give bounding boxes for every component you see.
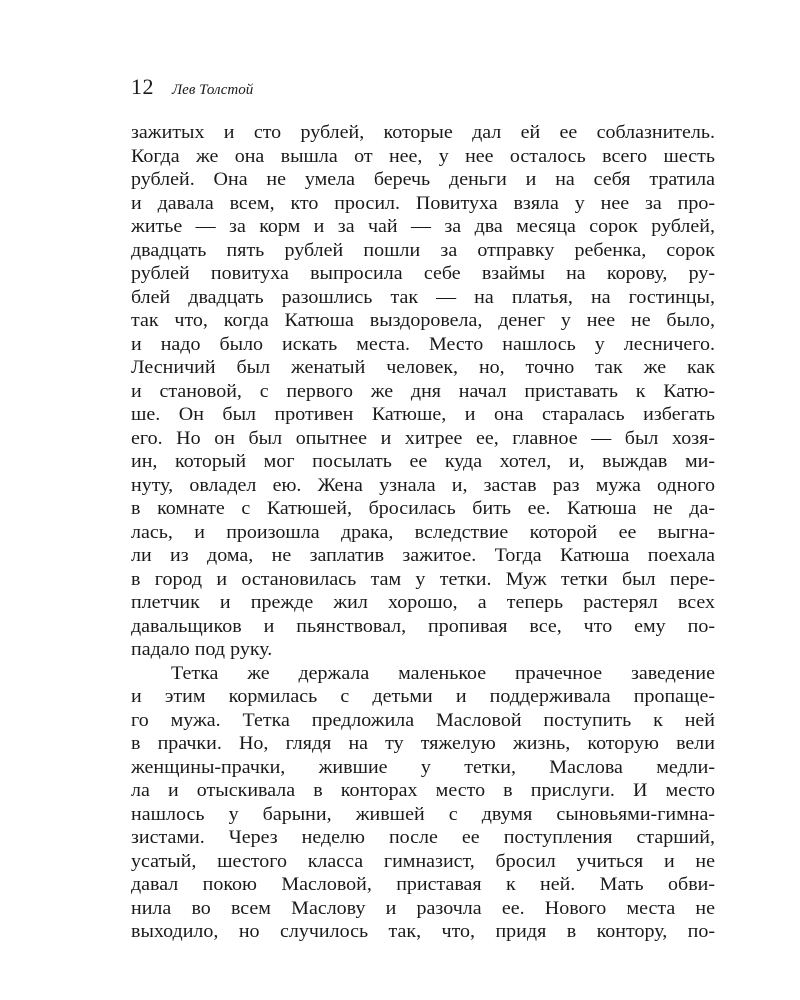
text-line: ла и отыскивала в конторах место в прислуги. И место <box>131 779 715 801</box>
text-line: в прачки. Но, глядя на ту тяжелую жизнь, которую вели <box>131 732 715 754</box>
text-line: давальщиков и пьянствовал, пропивая все, что ему по- <box>131 614 715 637</box>
text-line: женщины-прачки, жившие у тетки, Маслова медли- <box>131 755 715 778</box>
text-line: нашлось у барыни, жившей с двумя сыновьями-гимна- <box>131 802 715 825</box>
text-line: зистами. Через неделю после ее поступления старший, <box>131 826 715 848</box>
text-line: лась, и произошла драка, вследствие которой ее выгна- <box>131 520 715 543</box>
text-line: ше. Он был противен Катюше, и она старалась избегать <box>131 403 715 425</box>
text-line: и давала всем, кто просил. Повитуха взяла у нее за про- <box>131 191 715 214</box>
text-line: рублей повитуха выпросила себе взаймы на корову, ру- <box>131 262 715 284</box>
text-line: давал покою Масловой, приставая к ней. Мать обви- <box>131 873 715 895</box>
text-line: усатый, шестого класса гимназист, бросил учиться и не <box>131 849 715 872</box>
text-line: в город и остановилась там у тетки. Муж тетки был пере- <box>131 567 715 590</box>
text-line: и этим кормилась с детьми и поддерживала пропаще- <box>131 685 715 707</box>
text-line: го мужа. Тетка предложила Масловой поступить к ней <box>131 708 715 731</box>
paragraph <box>131 662 715 944</box>
text-line: нила во всем Маслову и разочла ее. Нового места не <box>131 896 715 919</box>
text-line: падало под руку. <box>131 638 273 660</box>
text-line: рублей. Она не умела беречь деньги и на себя тратила <box>131 168 715 190</box>
body-text <box>131 121 715 944</box>
running-head <box>131 74 253 104</box>
text-line: в комнате с Катюшей, бросилась бить ее. Катюша не да- <box>131 497 715 519</box>
text-line: его. Но он был опытнее и хитрее ее, главное — был хозя- <box>131 426 715 449</box>
text-line: плетчик и прежде жил хорошо, а теперь растерял всех <box>131 591 715 613</box>
text-line: ли из дома, не заплатив зажитое. Тогда Катюша поехала <box>131 544 715 566</box>
page-number: 12 <box>131 74 154 99</box>
text-line: и надо было искать места. Место нашлось у лесничего. <box>131 332 715 355</box>
text-line: нуту, овладел ею. Жена узнала и, застав раз мужа одного <box>131 473 715 496</box>
text-line: и становой, с первого же дня начал приставать к Катю- <box>131 379 715 402</box>
text-line: зажитых и сто рублей, которые дал ей ее соблазнитель. <box>131 121 715 143</box>
text-line: двадцать пять рублей пошли за отправку ребенка, сорок <box>131 238 715 261</box>
text-line: так что, когда Катюша выздоровела, денег у нее не было, <box>131 309 715 331</box>
text-line: Лесничий был женатый человек, но, точно так же как <box>131 356 715 378</box>
text-line: житье — за корм и за чай — за два месяца сорок рублей, <box>131 215 715 237</box>
text-line: выходило, но случилось так, что, придя в контору, по- <box>131 920 715 942</box>
text-line: Тетка же держала маленькое прачечное заведение <box>171 661 715 684</box>
text-line: блей двадцать разошлись так — на платья, на гостинцы, <box>131 285 715 308</box>
text-line: ин, который мог посылать ее куда хотел, и, выждав ми- <box>131 450 715 472</box>
text-line: Когда же она вышла от нее, у нее осталось всего шесть <box>131 144 715 167</box>
running-head-author: Лев Толстой <box>172 82 254 98</box>
paragraph <box>131 121 715 662</box>
